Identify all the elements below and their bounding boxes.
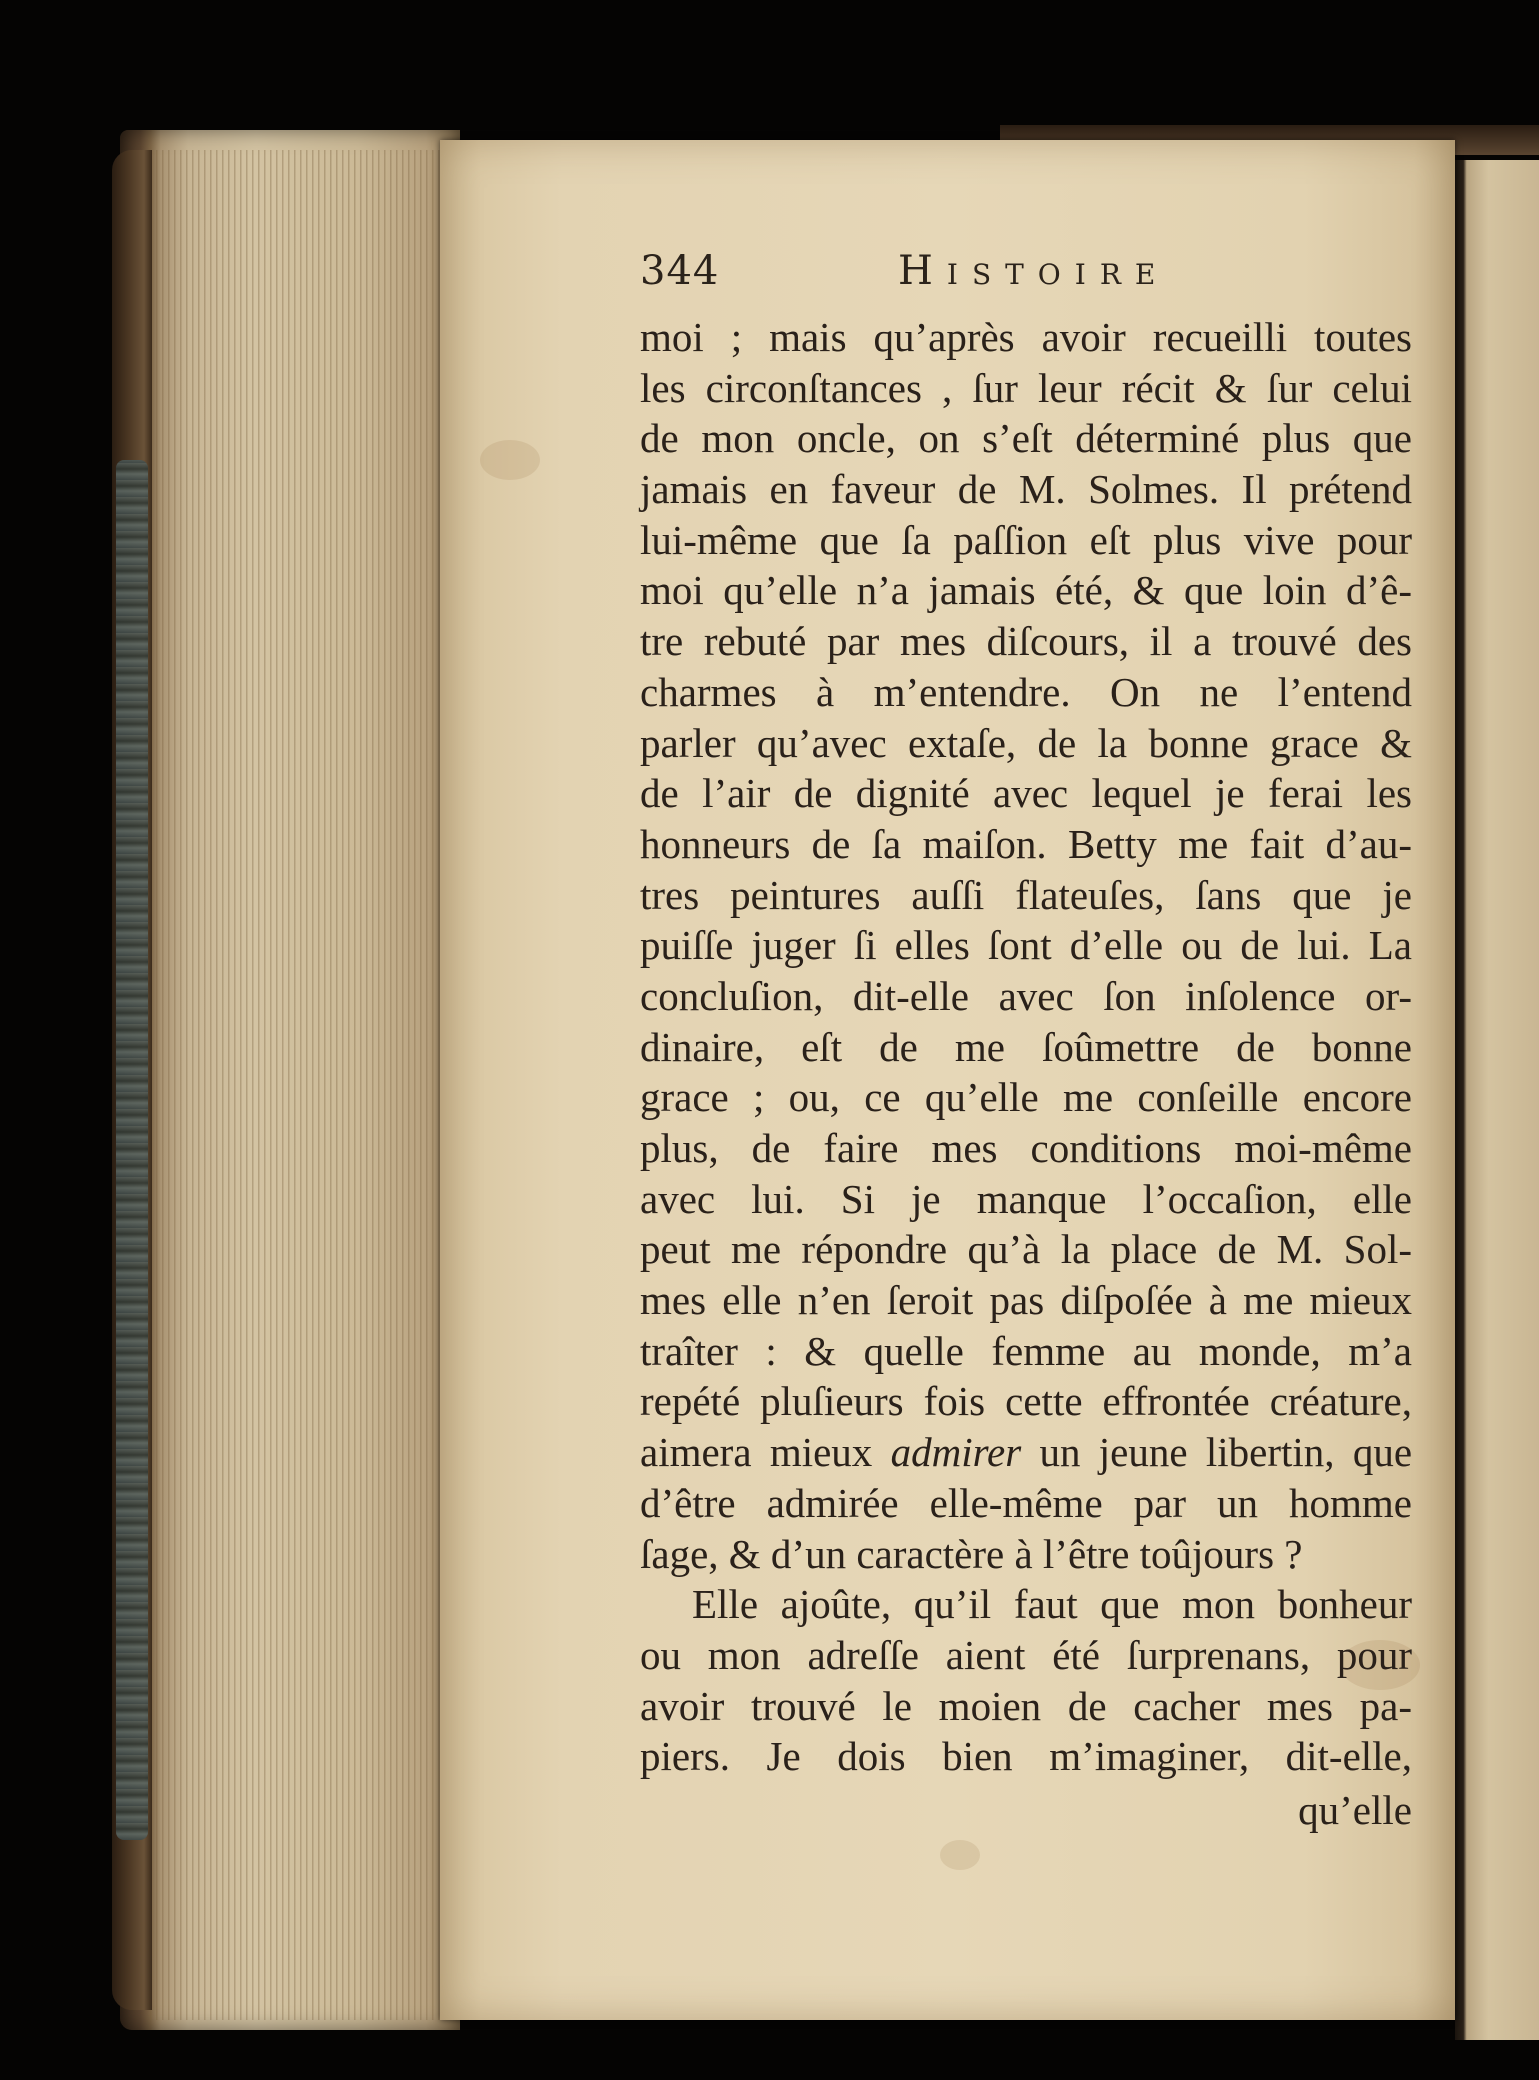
text-line: ſage, & d’un caractère à l’être toûjours ? [640, 1530, 1303, 1577]
book-page-edges [120, 130, 460, 2030]
text-line: les circonſtances , ſur leur récit & ſur celui [640, 364, 1412, 411]
text-line: grace ; ou, ce qu’elle me conſeille encore [640, 1074, 1412, 1121]
foxing-spot [940, 1840, 980, 1870]
text-line: de l’air de dignité avec lequel je ferai les [640, 770, 1412, 817]
text-line: traîter : & quelle femme au monde, m’a [640, 1327, 1412, 1374]
text-line: de mon oncle, on s’eſt déterminé plus que [640, 415, 1412, 462]
text-line: avoir trouvé le moien de cacher mes pa- [640, 1682, 1412, 1729]
text-line: tres peintures auſſi flateuſes, ſans que je [640, 871, 1412, 918]
text-fragment: un jeune libertin, que [1039, 1429, 1413, 1476]
text-line: dinaire, eſt de me ſoûmettre de bonne [640, 1023, 1412, 1070]
text-line: moi qu’elle n’a jamais été, & que loin d’ê- [640, 567, 1412, 614]
text-line: jamais en faveur de M. Solmes. Il prétend [640, 466, 1412, 513]
facing-page-sliver [1455, 160, 1539, 2040]
paragraph-start-line: Elle ajoûte, qu’il faut que mon bonheur [692, 1581, 1412, 1628]
text-line: lui-même que ſa paſſion eſt plus vive pour [640, 516, 1412, 563]
text-line: tre rebuté par mes diſcours, il a trouvé des [640, 618, 1412, 665]
running-title: Histoire [898, 248, 1170, 294]
marbled-binding [116, 460, 148, 1840]
body-text [640, 312, 1412, 1782]
text-line: puiſſe juger ſi elles ſont d’elle ou de lui. La [640, 922, 1412, 969]
text-line: moi ; mais qu’après avoir recueilli toutes [640, 314, 1412, 360]
running-header [640, 248, 1440, 298]
text-fragment: aimera mieux [640, 1429, 873, 1476]
foxing-spot [480, 440, 540, 480]
italic-word: admirer [890, 1429, 1022, 1476]
text-line: repété pluſieurs fois cette effrontée créature, [640, 1378, 1412, 1425]
text-line: plus, de faire mes conditions moi-même [640, 1125, 1412, 1171]
stacked-leaves [150, 150, 460, 2020]
text-line-with-italic [640, 1427, 1412, 1478]
page-number: 344 [640, 248, 720, 294]
text-line: charmes à m’entendre. On ne l’entend [640, 668, 1412, 715]
text-line: piers. Je dois bien m’imaginer, dit-elle, [640, 1733, 1412, 1780]
text-line: d’être admirée elle-même par un homme [640, 1479, 1412, 1526]
text-line: parler qu’avec extaſe, de la bonne grace & [640, 719, 1412, 766]
catchword: qu’elle [1298, 1787, 1412, 1833]
text-line: mes elle n’en ſeroit pas diſpoſée à me mieux [640, 1277, 1412, 1324]
text-line: peut me répondre qu’à la place de M. Sol- [640, 1226, 1412, 1273]
text-line: avec lui. Si je manque l’occaſion, elle [640, 1175, 1412, 1222]
text-line: concluſion, dit-elle avec ſon inſolence or- [640, 972, 1412, 1019]
text-line: honneurs de ſa maiſon. Betty me fait d’au- [640, 820, 1412, 867]
text-line: ou mon adreſſe aient été ſurprenans, pour [640, 1631, 1412, 1678]
